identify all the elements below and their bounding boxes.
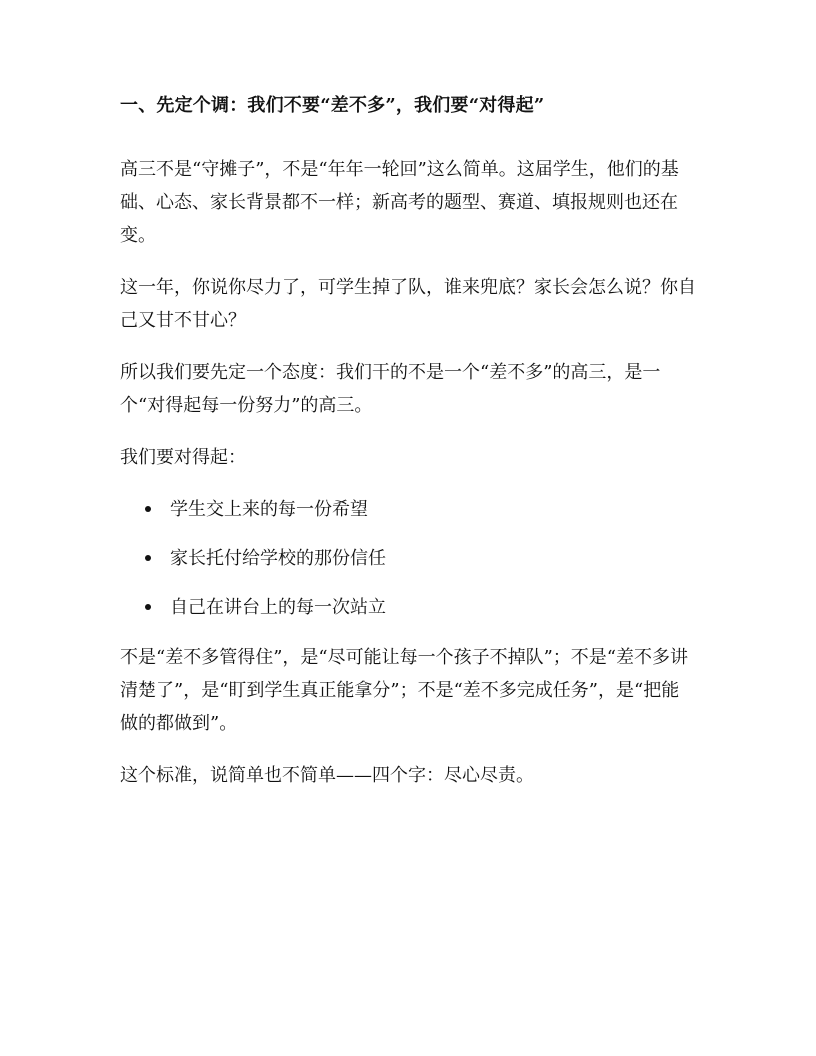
paragraph-attitude: 所以我们要先定一个态度：我们干的不是一个“差不多”的高三，是一个“对得起每一份努力”的高三。 [120,362,661,416]
paragraph-question: 这一年，你说你尽力了，可学生掉了队，谁来兜底？家长会怎么说？你自己又甘不甘心？ [120,277,696,331]
document-page [120,93,696,811]
section-heading: 一、先定个调：我们不要“差不多”，我们要“对得起” [120,95,545,116]
paragraph-list-lead: 我们要对得起： [120,447,246,468]
list-item [120,591,696,624]
list-item-text: 自己在讲台上的每一次站立 [170,597,386,618]
list-item-text: 家长托付给学校的那份信任 [170,548,386,569]
list-item [120,542,696,575]
bullet-dot-icon [145,555,151,561]
list-item [120,493,696,526]
paragraph-standard: 这个标准，说简单也不简单——四个字：尽心尽责。 [120,765,534,786]
paragraph-contrast: 不是“差不多管得住”，是“尽可能让每一个孩子不掉队”；不是“差不多讲清楚了”，是“盯到学生真正能拿分”；不是“差不多完成任务”，是“把能做的都做到”。 [120,647,689,734]
paragraph-intro: 高三不是“守摊子”，不是“年年一轮回”这么简单。这届学生，他们的基础、心态、家长背景都不一样；新高考的题型、赛道、填报规则也还在变。 [120,159,679,246]
bullet-dot-icon [145,506,151,512]
bullet-dot-icon [145,604,151,610]
bullet-list [120,493,696,624]
list-item-text: 学生交上来的每一份希望 [170,499,368,520]
